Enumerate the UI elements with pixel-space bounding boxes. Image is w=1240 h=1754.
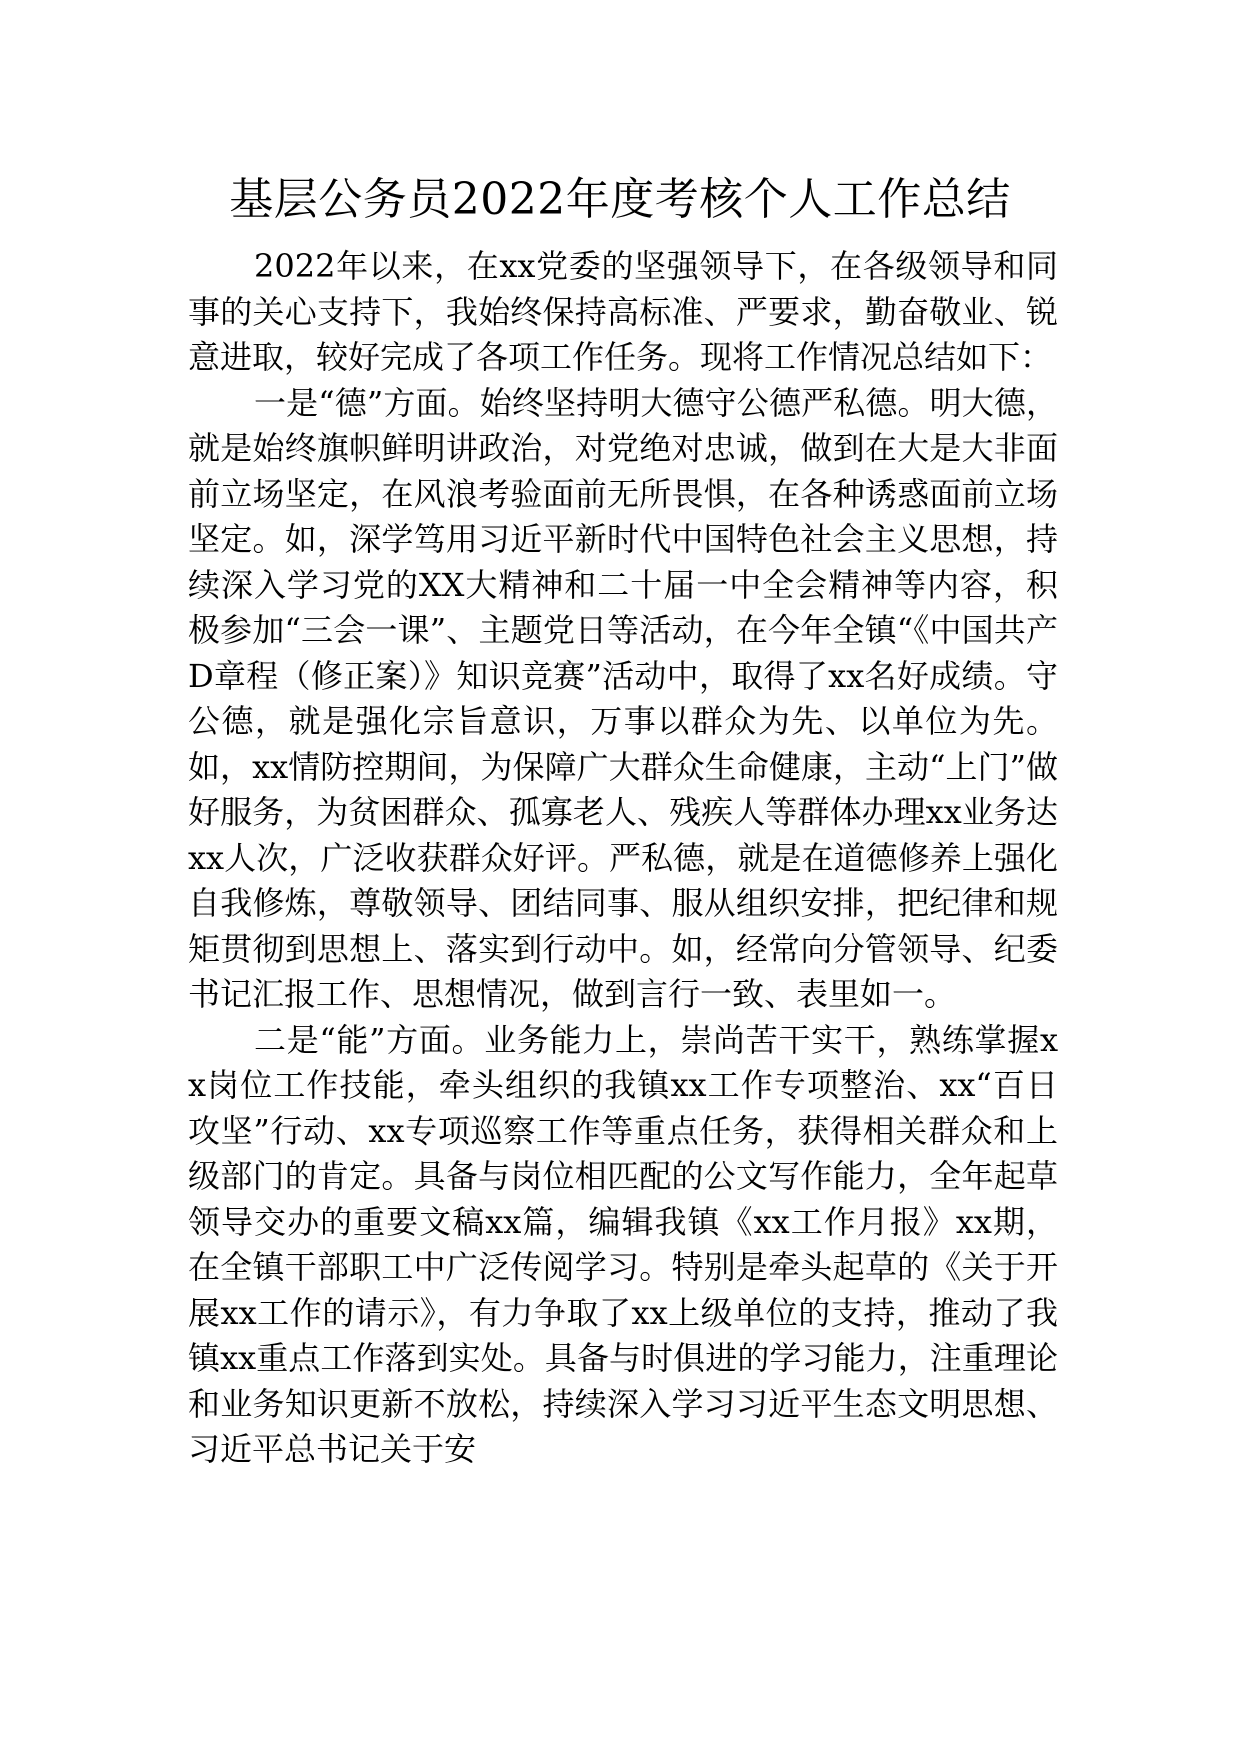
paragraph-intro: 2022年以来，在xx党委的坚强领导下，在各级领导和同事的关心支持下，我始终保持高标准、严要求，勤奋敬业、锐意进取，较好完成了各项工作任务。现将工作情况总结如下： xyxy=(188,247,1058,376)
paragraph-ability: 二是“能”方面。业务能力上，崇尚苦干实干，熟练掌握xx岗位工作技能，牵头组织的我镇xx工作专项整治、xx“百日攻坚”行动、xx专项巡察工作等重点任务，获得相关群众和上级部门的肯定。具备与岗位相匹配的公文写作能力，全年起草领导交办的重要文稿xx篇，编辑我镇《xx工作月报》xx期，在全镇干部职工中广泛传阅学习。特别是牵头起草的《关于开展xx工作的请示》，有力争取了xx上级单位的支持，推动了我镇xx重点工作落到实处。具备与时俱进的学习能力，注重理论和业务知识更新不放松，持续深入学习习近平生态文明思想、习近平总书记关于安 xyxy=(188,1020,1058,1468)
document-title: 基层公务员2022年度考核个人工作总结 xyxy=(229,174,1011,225)
paragraph-morality: 一是“德”方面。始终坚持明大德守公德严私德。明大德，就是始终旗帜鲜明讲政治，对党绝对忠诚，做到在大是大非面前立场坚定，在风浪考验面前无所畏惧，在各种诱惑面前立场坚定。如，深学笃用习近平新时代中国特色社会主义思想，持续深入学习党的XX大精神和二十届一中全会精神等内容，积极参加“三会一课”、主题党日等活动，在今年全镇“《中国共产D章程（修正案）》知识竞赛”活动中，取得了xx名好成绩。守公德，就是强化宗旨意识，万事以群众为先、以单位为先。如，xx情防控期间，为保障广大群众生命健康，主动“上门”做好服务，为贫困群众、孤寡老人、残疾人等群体办理xx业务达xx人次，广泛收获群众好评。严私德，就是在道德修养上强化自我修炼，尊敬领导、团结同事、服从组织安排，把纪律和规矩贯彻到思想上、落实到行动中。如，经常向分管领导、纪委书记汇报工作、思想情况，做到言行一致、表里如一。 xyxy=(188,383,1058,1013)
document-body xyxy=(188,244,1058,1473)
